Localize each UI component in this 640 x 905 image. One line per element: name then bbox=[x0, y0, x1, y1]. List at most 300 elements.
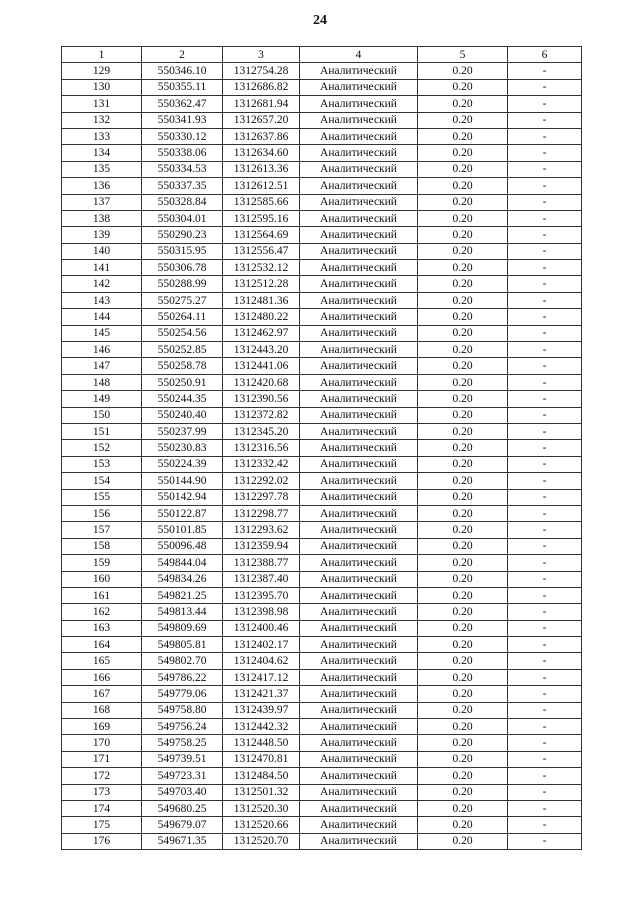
y-coordinate-cell: 1312345.20 bbox=[223, 423, 300, 439]
point-number-cell: 133 bbox=[62, 128, 142, 144]
point-number-cell: 175 bbox=[62, 817, 142, 833]
x-coordinate-cell: 550328.84 bbox=[142, 194, 223, 210]
method-cell: Аналитический bbox=[300, 309, 418, 325]
y-coordinate-cell: 1312443.20 bbox=[223, 342, 300, 358]
accuracy-cell: 0.20 bbox=[418, 178, 508, 194]
y-coordinate-cell: 1312390.56 bbox=[223, 391, 300, 407]
table-row bbox=[62, 178, 582, 194]
table-row bbox=[62, 96, 582, 112]
table-row bbox=[62, 522, 582, 538]
accuracy-cell: 0.20 bbox=[418, 342, 508, 358]
table-row bbox=[62, 719, 582, 735]
method-cell: Аналитический bbox=[300, 784, 418, 800]
y-coordinate-cell: 1312520.66 bbox=[223, 817, 300, 833]
method-cell: Аналитический bbox=[300, 653, 418, 669]
y-coordinate-cell: 1312404.62 bbox=[223, 653, 300, 669]
table-row bbox=[62, 653, 582, 669]
point-number-cell: 130 bbox=[62, 79, 142, 95]
method-cell: Аналитический bbox=[300, 243, 418, 259]
y-coordinate-cell: 1312681.94 bbox=[223, 96, 300, 112]
table-row bbox=[62, 407, 582, 423]
accuracy-cell: 0.20 bbox=[418, 276, 508, 292]
table-row bbox=[62, 555, 582, 571]
column-header-4: 4 bbox=[300, 47, 418, 63]
x-coordinate-cell: 550142.94 bbox=[142, 489, 223, 505]
method-cell: Аналитический bbox=[300, 374, 418, 390]
y-coordinate-cell: 1312532.12 bbox=[223, 260, 300, 276]
table-row bbox=[62, 260, 582, 276]
y-coordinate-cell: 1312512.28 bbox=[223, 276, 300, 292]
method-cell: Аналитический bbox=[300, 522, 418, 538]
note-cell: - bbox=[508, 440, 582, 456]
table-row bbox=[62, 620, 582, 636]
accuracy-cell: 0.20 bbox=[418, 161, 508, 177]
x-coordinate-cell: 550304.01 bbox=[142, 210, 223, 226]
table-row bbox=[62, 489, 582, 505]
point-number-cell: 145 bbox=[62, 325, 142, 341]
y-coordinate-cell: 1312332.42 bbox=[223, 456, 300, 472]
point-number-cell: 138 bbox=[62, 210, 142, 226]
page-number: 24 bbox=[313, 13, 327, 28]
accuracy-cell: 0.20 bbox=[418, 669, 508, 685]
method-cell: Аналитический bbox=[300, 145, 418, 161]
y-coordinate-cell: 1312292.02 bbox=[223, 473, 300, 489]
table-row bbox=[62, 276, 582, 292]
point-number-cell: 161 bbox=[62, 587, 142, 603]
point-number-cell: 143 bbox=[62, 292, 142, 308]
table-row bbox=[62, 243, 582, 259]
table-row bbox=[62, 587, 582, 603]
note-cell: - bbox=[508, 555, 582, 571]
accuracy-cell: 0.20 bbox=[418, 604, 508, 620]
y-coordinate-cell: 1312442.32 bbox=[223, 719, 300, 735]
method-cell: Аналитический bbox=[300, 669, 418, 685]
table-row bbox=[62, 79, 582, 95]
x-coordinate-cell: 549844.04 bbox=[142, 555, 223, 571]
method-cell: Аналитический bbox=[300, 79, 418, 95]
point-number-cell: 132 bbox=[62, 112, 142, 128]
table-row bbox=[62, 210, 582, 226]
method-cell: Аналитический bbox=[300, 702, 418, 718]
method-cell: Аналитический bbox=[300, 325, 418, 341]
x-coordinate-cell: 550355.11 bbox=[142, 79, 223, 95]
y-coordinate-cell: 1312657.20 bbox=[223, 112, 300, 128]
note-cell: - bbox=[508, 161, 582, 177]
method-cell: Аналитический bbox=[300, 423, 418, 439]
table-row bbox=[62, 784, 582, 800]
x-coordinate-cell: 549679.07 bbox=[142, 817, 223, 833]
method-cell: Аналитический bbox=[300, 587, 418, 603]
point-number-cell: 142 bbox=[62, 276, 142, 292]
note-cell: - bbox=[508, 833, 582, 849]
y-coordinate-cell: 1312520.30 bbox=[223, 800, 300, 816]
method-cell: Аналитический bbox=[300, 489, 418, 505]
y-coordinate-cell: 1312754.28 bbox=[223, 63, 300, 79]
point-number-cell: 166 bbox=[62, 669, 142, 685]
table-row bbox=[62, 391, 582, 407]
table-row bbox=[62, 538, 582, 554]
table-row bbox=[62, 292, 582, 308]
method-cell: Аналитический bbox=[300, 686, 418, 702]
accuracy-cell: 0.20 bbox=[418, 423, 508, 439]
note-cell: - bbox=[508, 751, 582, 767]
method-cell: Аналитический bbox=[300, 604, 418, 620]
x-coordinate-cell: 550230.83 bbox=[142, 440, 223, 456]
method-cell: Аналитический bbox=[300, 637, 418, 653]
accuracy-cell: 0.20 bbox=[418, 309, 508, 325]
x-coordinate-cell: 550101.85 bbox=[142, 522, 223, 538]
accuracy-cell: 0.20 bbox=[418, 751, 508, 767]
note-cell: - bbox=[508, 210, 582, 226]
method-cell: Аналитический bbox=[300, 817, 418, 833]
note-cell: - bbox=[508, 768, 582, 784]
table-row bbox=[62, 702, 582, 718]
method-cell: Аналитический bbox=[300, 194, 418, 210]
accuracy-cell: 0.20 bbox=[418, 735, 508, 751]
point-number-cell: 129 bbox=[62, 63, 142, 79]
note-cell: - bbox=[508, 391, 582, 407]
method-cell: Аналитический bbox=[300, 571, 418, 587]
note-cell: - bbox=[508, 702, 582, 718]
y-coordinate-cell: 1312293.62 bbox=[223, 522, 300, 538]
note-cell: - bbox=[508, 325, 582, 341]
method-cell: Аналитический bbox=[300, 260, 418, 276]
accuracy-cell: 0.20 bbox=[418, 96, 508, 112]
x-coordinate-cell: 550144.90 bbox=[142, 473, 223, 489]
x-coordinate-cell: 549805.81 bbox=[142, 637, 223, 653]
point-number-cell: 176 bbox=[62, 833, 142, 849]
table-row bbox=[62, 768, 582, 784]
x-coordinate-cell: 549723.31 bbox=[142, 768, 223, 784]
table-row bbox=[62, 325, 582, 341]
coordinates-table bbox=[61, 46, 582, 850]
x-coordinate-cell: 550337.35 bbox=[142, 178, 223, 194]
y-coordinate-cell: 1312613.36 bbox=[223, 161, 300, 177]
method-cell: Аналитический bbox=[300, 440, 418, 456]
note-cell: - bbox=[508, 276, 582, 292]
point-number-cell: 164 bbox=[62, 637, 142, 653]
accuracy-cell: 0.20 bbox=[418, 243, 508, 259]
x-coordinate-cell: 550288.99 bbox=[142, 276, 223, 292]
note-cell: - bbox=[508, 719, 582, 735]
accuracy-cell: 0.20 bbox=[418, 653, 508, 669]
table-row bbox=[62, 800, 582, 816]
method-cell: Аналитический bbox=[300, 112, 418, 128]
point-number-cell: 148 bbox=[62, 374, 142, 390]
note-cell: - bbox=[508, 260, 582, 276]
accuracy-cell: 0.20 bbox=[418, 784, 508, 800]
accuracy-cell: 0.20 bbox=[418, 391, 508, 407]
method-cell: Аналитический bbox=[300, 751, 418, 767]
table-row bbox=[62, 637, 582, 653]
note-cell: - bbox=[508, 686, 582, 702]
table-row bbox=[62, 374, 582, 390]
method-cell: Аналитический bbox=[300, 292, 418, 308]
point-number-cell: 173 bbox=[62, 784, 142, 800]
method-cell: Аналитический bbox=[300, 538, 418, 554]
point-number-cell: 154 bbox=[62, 473, 142, 489]
y-coordinate-cell: 1312441.06 bbox=[223, 358, 300, 374]
accuracy-cell: 0.20 bbox=[418, 800, 508, 816]
x-coordinate-cell: 550334.53 bbox=[142, 161, 223, 177]
x-coordinate-cell: 550290.23 bbox=[142, 227, 223, 243]
note-cell: - bbox=[508, 358, 582, 374]
note-cell: - bbox=[508, 522, 582, 538]
note-cell: - bbox=[508, 637, 582, 653]
y-coordinate-cell: 1312501.32 bbox=[223, 784, 300, 800]
note-cell: - bbox=[508, 423, 582, 439]
x-coordinate-cell: 549739.51 bbox=[142, 751, 223, 767]
column-header-1: 1 bbox=[62, 47, 142, 63]
x-coordinate-cell: 550315.95 bbox=[142, 243, 223, 259]
table-row bbox=[62, 686, 582, 702]
method-cell: Аналитический bbox=[300, 210, 418, 226]
note-cell: - bbox=[508, 473, 582, 489]
accuracy-cell: 0.20 bbox=[418, 473, 508, 489]
accuracy-cell: 0.20 bbox=[418, 128, 508, 144]
point-number-cell: 136 bbox=[62, 178, 142, 194]
accuracy-cell: 0.20 bbox=[418, 292, 508, 308]
accuracy-cell: 0.20 bbox=[418, 112, 508, 128]
x-coordinate-cell: 549671.35 bbox=[142, 833, 223, 849]
table-row bbox=[62, 817, 582, 833]
y-coordinate-cell: 1312484.50 bbox=[223, 768, 300, 784]
table-row bbox=[62, 456, 582, 472]
y-coordinate-cell: 1312564.69 bbox=[223, 227, 300, 243]
table-header-row bbox=[62, 47, 582, 63]
y-coordinate-cell: 1312395.70 bbox=[223, 587, 300, 603]
point-number-cell: 162 bbox=[62, 604, 142, 620]
table-row bbox=[62, 358, 582, 374]
column-header-2: 2 bbox=[142, 47, 223, 63]
accuracy-cell: 0.20 bbox=[418, 817, 508, 833]
accuracy-cell: 0.20 bbox=[418, 620, 508, 636]
point-number-cell: 147 bbox=[62, 358, 142, 374]
point-number-cell: 171 bbox=[62, 751, 142, 767]
method-cell: Аналитический bbox=[300, 161, 418, 177]
x-coordinate-cell: 549834.26 bbox=[142, 571, 223, 587]
method-cell: Аналитический bbox=[300, 227, 418, 243]
y-coordinate-cell: 1312402.17 bbox=[223, 637, 300, 653]
note-cell: - bbox=[508, 112, 582, 128]
accuracy-cell: 0.20 bbox=[418, 538, 508, 554]
note-cell: - bbox=[508, 178, 582, 194]
point-number-cell: 172 bbox=[62, 768, 142, 784]
table-row bbox=[62, 604, 582, 620]
method-cell: Аналитический bbox=[300, 456, 418, 472]
column-header-6: 6 bbox=[508, 47, 582, 63]
note-cell: - bbox=[508, 227, 582, 243]
y-coordinate-cell: 1312585.66 bbox=[223, 194, 300, 210]
note-cell: - bbox=[508, 620, 582, 636]
y-coordinate-cell: 1312634.60 bbox=[223, 145, 300, 161]
x-coordinate-cell: 550362.47 bbox=[142, 96, 223, 112]
accuracy-cell: 0.20 bbox=[418, 686, 508, 702]
note-cell: - bbox=[508, 653, 582, 669]
y-coordinate-cell: 1312421.37 bbox=[223, 686, 300, 702]
point-number-cell: 135 bbox=[62, 161, 142, 177]
note-cell: - bbox=[508, 342, 582, 358]
note-cell: - bbox=[508, 489, 582, 505]
y-coordinate-cell: 1312595.16 bbox=[223, 210, 300, 226]
method-cell: Аналитический bbox=[300, 833, 418, 849]
y-coordinate-cell: 1312388.77 bbox=[223, 555, 300, 571]
method-cell: Аналитический bbox=[300, 620, 418, 636]
method-cell: Аналитический bbox=[300, 63, 418, 79]
y-coordinate-cell: 1312556.47 bbox=[223, 243, 300, 259]
table-row bbox=[62, 342, 582, 358]
accuracy-cell: 0.20 bbox=[418, 637, 508, 653]
point-number-cell: 163 bbox=[62, 620, 142, 636]
x-coordinate-cell: 550244.35 bbox=[142, 391, 223, 407]
x-coordinate-cell: 549758.80 bbox=[142, 702, 223, 718]
method-cell: Аналитический bbox=[300, 358, 418, 374]
y-coordinate-cell: 1312400.46 bbox=[223, 620, 300, 636]
table-row bbox=[62, 227, 582, 243]
table-row bbox=[62, 423, 582, 439]
accuracy-cell: 0.20 bbox=[418, 456, 508, 472]
accuracy-cell: 0.20 bbox=[418, 374, 508, 390]
x-coordinate-cell: 550224.39 bbox=[142, 456, 223, 472]
point-number-cell: 156 bbox=[62, 505, 142, 521]
note-cell: - bbox=[508, 243, 582, 259]
x-coordinate-cell: 549802.70 bbox=[142, 653, 223, 669]
point-number-cell: 146 bbox=[62, 342, 142, 358]
column-header-3: 3 bbox=[223, 47, 300, 63]
y-coordinate-cell: 1312417.12 bbox=[223, 669, 300, 685]
method-cell: Аналитический bbox=[300, 719, 418, 735]
accuracy-cell: 0.20 bbox=[418, 505, 508, 521]
y-coordinate-cell: 1312686.82 bbox=[223, 79, 300, 95]
x-coordinate-cell: 549758.25 bbox=[142, 735, 223, 751]
accuracy-cell: 0.20 bbox=[418, 358, 508, 374]
point-number-cell: 155 bbox=[62, 489, 142, 505]
accuracy-cell: 0.20 bbox=[418, 489, 508, 505]
y-coordinate-cell: 1312480.22 bbox=[223, 309, 300, 325]
y-coordinate-cell: 1312372.82 bbox=[223, 407, 300, 423]
method-cell: Аналитический bbox=[300, 735, 418, 751]
accuracy-cell: 0.20 bbox=[418, 555, 508, 571]
table-row bbox=[62, 440, 582, 456]
note-cell: - bbox=[508, 538, 582, 554]
x-coordinate-cell: 550264.11 bbox=[142, 309, 223, 325]
accuracy-cell: 0.20 bbox=[418, 719, 508, 735]
x-coordinate-cell: 549809.69 bbox=[142, 620, 223, 636]
accuracy-cell: 0.20 bbox=[418, 407, 508, 423]
method-cell: Аналитический bbox=[300, 505, 418, 521]
accuracy-cell: 0.20 bbox=[418, 194, 508, 210]
point-number-cell: 159 bbox=[62, 555, 142, 571]
table-row bbox=[62, 833, 582, 849]
note-cell: - bbox=[508, 374, 582, 390]
x-coordinate-cell: 550330.12 bbox=[142, 128, 223, 144]
y-coordinate-cell: 1312637.86 bbox=[223, 128, 300, 144]
x-coordinate-cell: 550240.40 bbox=[142, 407, 223, 423]
table-row bbox=[62, 112, 582, 128]
table-row bbox=[62, 128, 582, 144]
point-number-cell: 167 bbox=[62, 686, 142, 702]
point-number-cell: 168 bbox=[62, 702, 142, 718]
accuracy-cell: 0.20 bbox=[418, 210, 508, 226]
table-row bbox=[62, 735, 582, 751]
note-cell: - bbox=[508, 63, 582, 79]
x-coordinate-cell: 550250.91 bbox=[142, 374, 223, 390]
table-row bbox=[62, 505, 582, 521]
x-coordinate-cell: 549779.06 bbox=[142, 686, 223, 702]
x-coordinate-cell: 550306.78 bbox=[142, 260, 223, 276]
x-coordinate-cell: 549680.25 bbox=[142, 800, 223, 816]
x-coordinate-cell: 550346.10 bbox=[142, 63, 223, 79]
y-coordinate-cell: 1312387.40 bbox=[223, 571, 300, 587]
x-coordinate-cell: 550275.27 bbox=[142, 292, 223, 308]
method-cell: Аналитический bbox=[300, 96, 418, 112]
y-coordinate-cell: 1312359.94 bbox=[223, 538, 300, 554]
accuracy-cell: 0.20 bbox=[418, 571, 508, 587]
point-number-cell: 151 bbox=[62, 423, 142, 439]
accuracy-cell: 0.20 bbox=[418, 440, 508, 456]
point-number-cell: 170 bbox=[62, 735, 142, 751]
column-header-5: 5 bbox=[418, 47, 508, 63]
y-coordinate-cell: 1312297.78 bbox=[223, 489, 300, 505]
y-coordinate-cell: 1312612.51 bbox=[223, 178, 300, 194]
x-coordinate-cell: 550122.87 bbox=[142, 505, 223, 521]
table-row bbox=[62, 63, 582, 79]
note-cell: - bbox=[508, 407, 582, 423]
note-cell: - bbox=[508, 669, 582, 685]
y-coordinate-cell: 1312439.97 bbox=[223, 702, 300, 718]
point-number-cell: 149 bbox=[62, 391, 142, 407]
point-number-cell: 140 bbox=[62, 243, 142, 259]
method-cell: Аналитический bbox=[300, 128, 418, 144]
method-cell: Аналитический bbox=[300, 555, 418, 571]
x-coordinate-cell: 550254.56 bbox=[142, 325, 223, 341]
point-number-cell: 169 bbox=[62, 719, 142, 735]
method-cell: Аналитический bbox=[300, 800, 418, 816]
y-coordinate-cell: 1312470.81 bbox=[223, 751, 300, 767]
method-cell: Аналитический bbox=[300, 768, 418, 784]
point-number-cell: 144 bbox=[62, 309, 142, 325]
y-coordinate-cell: 1312462.97 bbox=[223, 325, 300, 341]
table-row bbox=[62, 669, 582, 685]
x-coordinate-cell: 550096.48 bbox=[142, 538, 223, 554]
table-row bbox=[62, 571, 582, 587]
accuracy-cell: 0.20 bbox=[418, 63, 508, 79]
accuracy-cell: 0.20 bbox=[418, 227, 508, 243]
x-coordinate-cell: 550237.99 bbox=[142, 423, 223, 439]
x-coordinate-cell: 549813.44 bbox=[142, 604, 223, 620]
accuracy-cell: 0.20 bbox=[418, 145, 508, 161]
note-cell: - bbox=[508, 194, 582, 210]
x-coordinate-cell: 550341.93 bbox=[142, 112, 223, 128]
accuracy-cell: 0.20 bbox=[418, 260, 508, 276]
accuracy-cell: 0.20 bbox=[418, 325, 508, 341]
note-cell: - bbox=[508, 817, 582, 833]
method-cell: Аналитический bbox=[300, 391, 418, 407]
table-row bbox=[62, 309, 582, 325]
x-coordinate-cell: 550258.78 bbox=[142, 358, 223, 374]
note-cell: - bbox=[508, 800, 582, 816]
note-cell: - bbox=[508, 456, 582, 472]
x-coordinate-cell: 550252.85 bbox=[142, 342, 223, 358]
point-number-cell: 160 bbox=[62, 571, 142, 587]
point-number-cell: 139 bbox=[62, 227, 142, 243]
note-cell: - bbox=[508, 309, 582, 325]
table-row bbox=[62, 473, 582, 489]
note-cell: - bbox=[508, 145, 582, 161]
point-number-cell: 141 bbox=[62, 260, 142, 276]
note-cell: - bbox=[508, 292, 582, 308]
note-cell: - bbox=[508, 96, 582, 112]
